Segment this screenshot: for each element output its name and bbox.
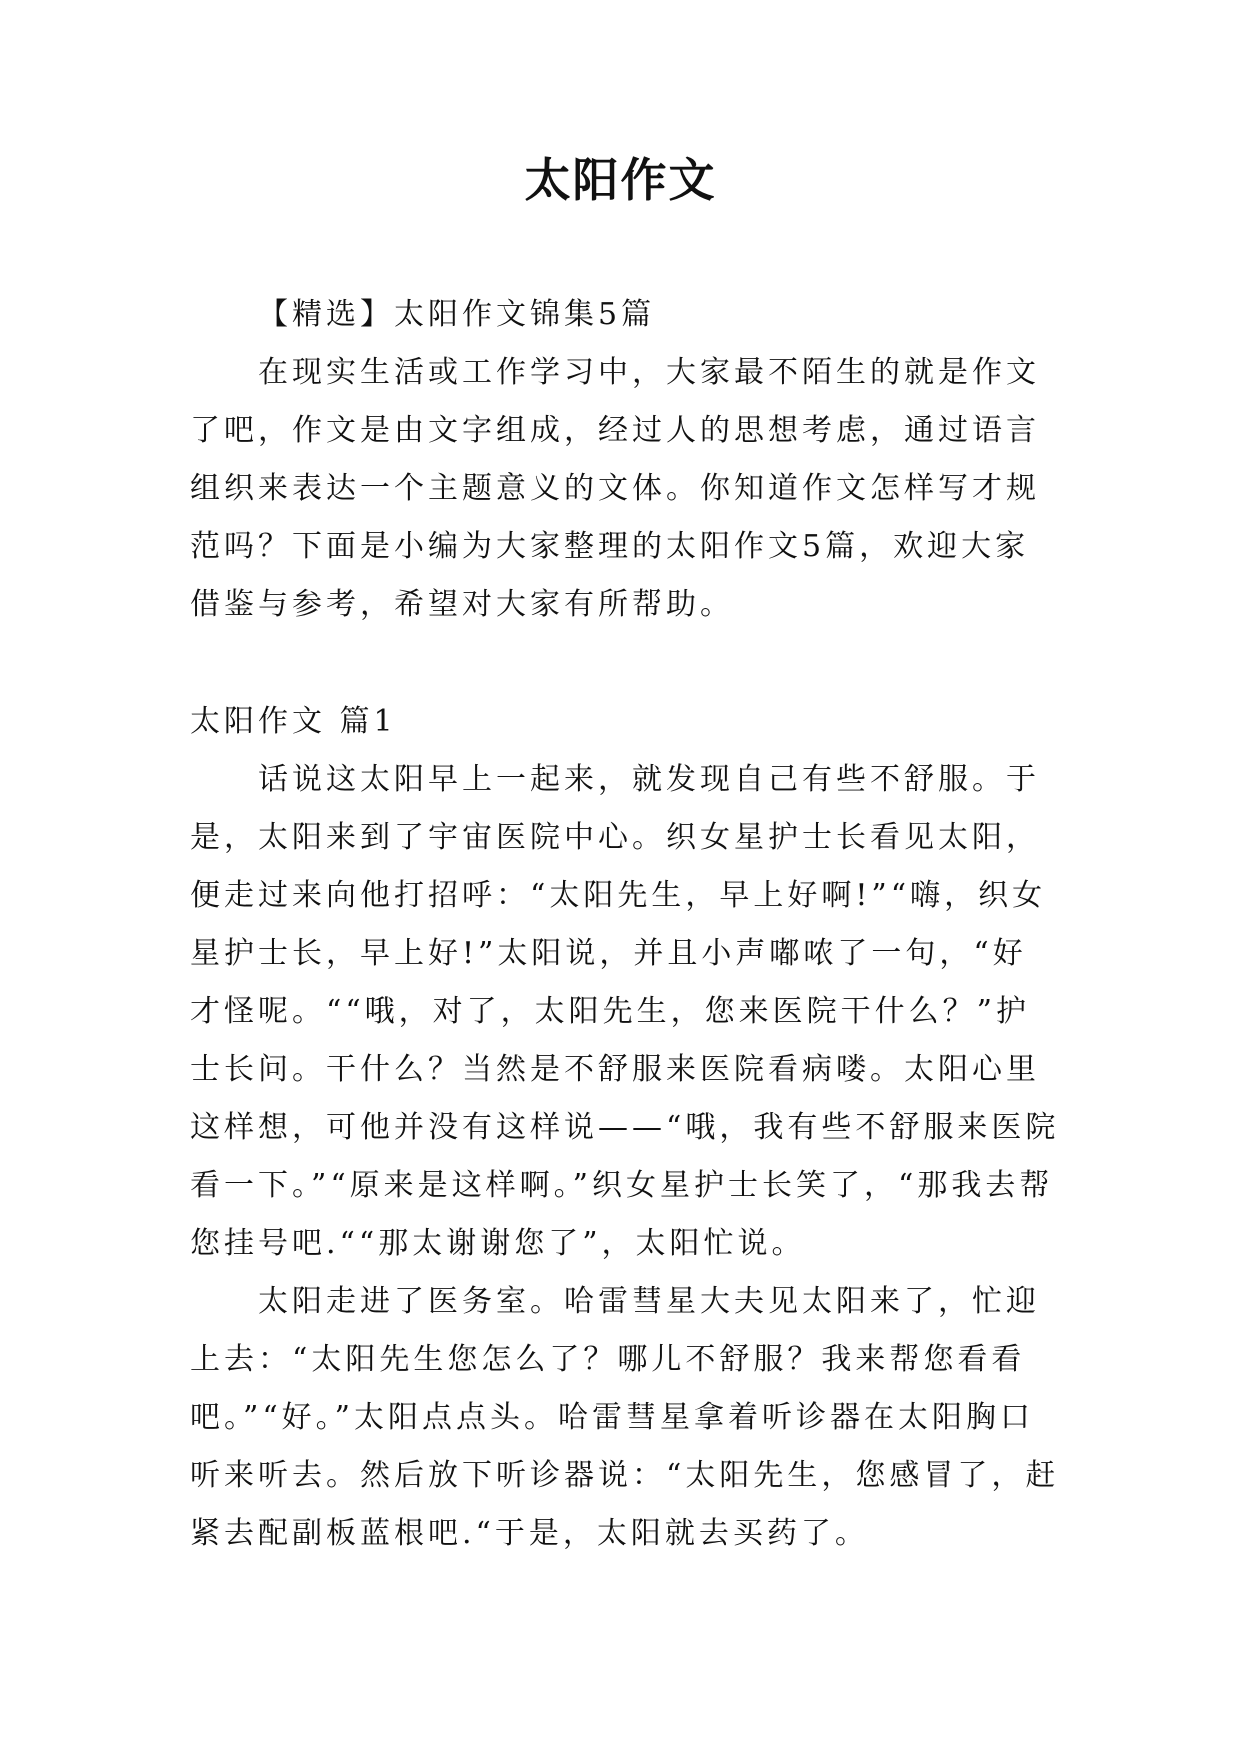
section-paragraph-2: 太阳走进了医务室。哈雷彗星大夫见太阳来了，忙迎上去：“太阳先生您怎么了？哪儿不舒服？我来帮您看看吧。”“好。”太阳点点头。哈雷彗星拿着听诊器在太阳胸口听来听去。然后放下听诊器说：“太阳先生，您感冒了，赶紧去配副板蓝根吧.“于是，太阳就去买药了。 (190, 1284, 1060, 1551)
section-body (190, 751, 1060, 1563)
document-title: 太阳作文 (524, 153, 717, 207)
section-heading: 太阳作文 篇1 (190, 704, 397, 739)
lead-section (190, 286, 1060, 634)
document-subtitle: 【精选】太阳作文锦集5篇 (258, 297, 656, 332)
intro-paragraph: 在现实生活或工作学习中，大家最不陌生的就是作文了吧，作文是由文字组成，经过人的思想考虑，通过语言组织来表达一个主题意义的文体。你知道作文怎样写才规范吗？下面是小编为大家整理的太阳作文5篇，欢迎大家借鉴与参考，希望对大家有所帮助。 (190, 355, 1040, 622)
section-paragraph-1: 话说这太阳早上一起来，就发现自己有些不舒服。于是，太阳来到了宇宙医院中心。织女星护士长看见太阳，便走过来向他打招呼：“太阳先生，早上好啊!”“嗨，织女星护士长，早上好!”太阳说，并且小声嘟哝了一句，“好才怪呢。““哦，对了，太阳先生，您来医院干什么？”护士长问。干什么？当然是不舒服来医院看病喽。太阳心里这样想，可他并没有这样说——“哦，我有些不舒服来医院看一下。”“原来是这样啊。”织女星护士长笑了，“那我去帮您挂号吧.““那太谢谢您了”，太阳忙说。 (190, 762, 1060, 1261)
